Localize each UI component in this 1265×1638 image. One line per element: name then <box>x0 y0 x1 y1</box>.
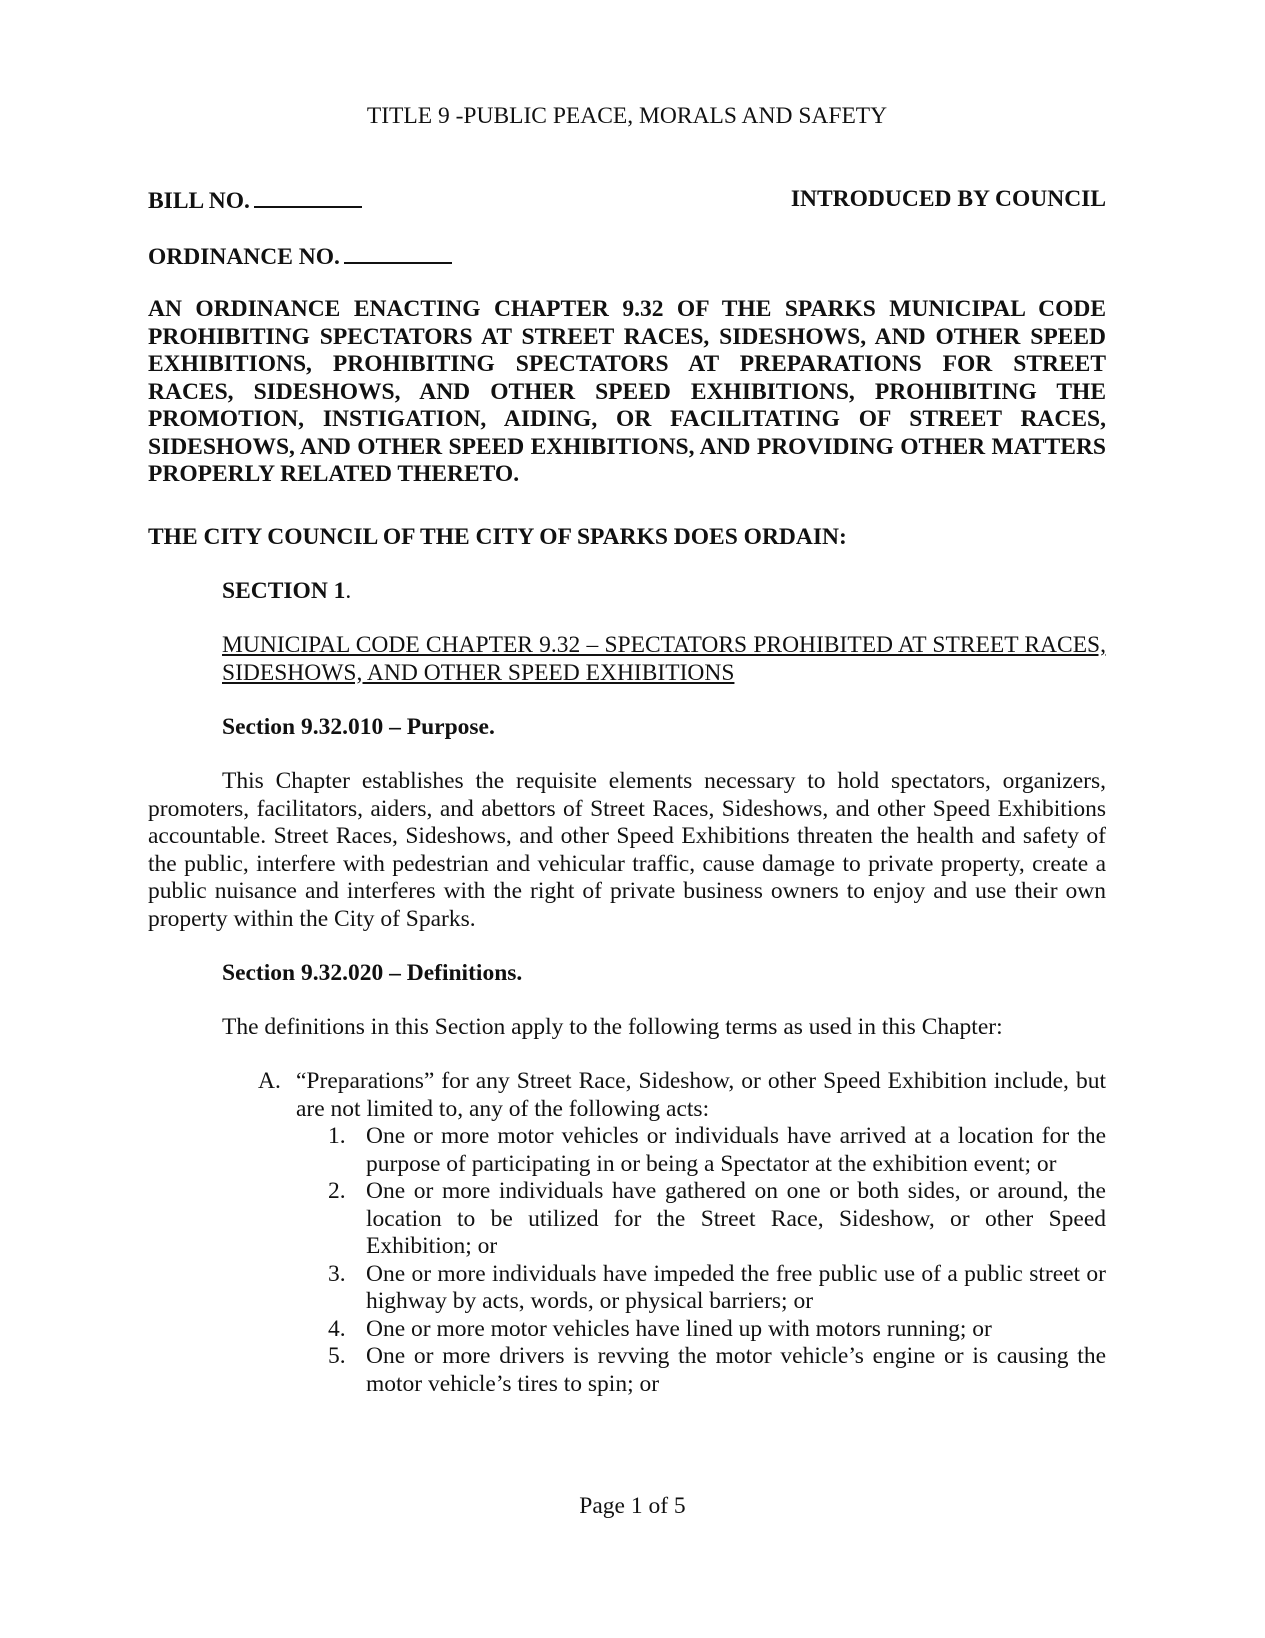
list-item-text: One or more motor vehicles or individuals have arrived at a location for the purpose of participating in or being a Spectator at the exhibition event; or <box>366 1123 1106 1177</box>
introduced-by: INTRODUCED BY COUNCIL <box>790 186 1106 212</box>
bill-label: BILL NO. <box>148 188 250 214</box>
list-item-text: One or more individuals have impeded the free public use of a public street or highway by acts, words, or physical barriers; or <box>366 1260 1106 1314</box>
list-item-text: One or more drivers is revving the motor vehicle’s engine or is causing the motor vehicle’s tires to spin; or <box>366 1343 1106 1397</box>
section-1-heading <box>222 578 351 606</box>
list-item-number: 4. <box>328 1315 346 1342</box>
list-item-number: 1. <box>328 1123 346 1149</box>
purpose-heading: Section 9.32.010 – Purpose. <box>222 714 495 740</box>
definition-a-marker: A. <box>258 1068 281 1094</box>
chapter-heading: MUNICIPAL CODE CHAPTER 9.32 – SPECTATORS PROHIBITED AT STREET RACES, SIDESHOWS, AND OTHER SPEED EXHIBITIONS <box>222 632 1106 686</box>
ordain-statement: THE CITY COUNCIL OF THE CITY OF SPARKS DOES ORDAIN: <box>148 524 847 550</box>
section-1-label: SECTION 1 <box>222 578 346 604</box>
definitions-heading: Section 9.32.020 – Definitions. <box>222 960 523 986</box>
definition-a-text: “Preparations” for any Street Race, Sideshow, or other Speed Exhibition include, but are not limited to, any of the following acts: <box>296 1068 1106 1122</box>
ordinance-title: AN ORDINANCE ENACTING CHAPTER 9.32 OF THE SPARKS MUNICIPAL CODE PROHIBITING SPECTATORS AT STREET RACES, SIDESHOWS, AND OTHER SPEED EXHIBITIONS, PROHIBITING SPECTATORS AT PREPARATIONS FOR STREET RACES, SIDESHOWS, AND OTHER SPEED EXHIBITIONS, PROHIBITING THE PROMOTION, INSTIGATION, AIDING, OR FACILITATING OF STREET RACES, SIDESHOWS, AND OTHER SPEED EXHIBITIONS, AND PROVIDING OTHER MATTERS PROPERLY RELATED THERETO. <box>148 296 1106 487</box>
preparations-list <box>328 1123 1106 1398</box>
list-item-text: One or more motor vehicles have lined up with motors running; or <box>366 1315 992 1342</box>
purpose-paragraph: This Chapter establishes the requisite elements necessary to hold spectators, organizers, promoters, facilitators, aiders, and abettors of Street Races, Sideshows, and other Speed Exhibitions accountable. Street Races, Sideshows, and other Speed Exhibitions threaten the health and safety of the public, interfere with pedestrian and vehicular traffic, cause damage to private property, create a public nuisance and interferes with the right of private business owners to enjoy and use their own property within the City of Sparks. <box>148 768 1106 932</box>
list-item-number: 2. <box>328 1178 346 1204</box>
list-item <box>328 1343 1106 1398</box>
list-item <box>328 1123 1106 1178</box>
bill-number-blank <box>254 186 362 208</box>
list-item-number: 5. <box>328 1343 346 1369</box>
list-item <box>328 1178 1106 1261</box>
title-heading: TITLE 9 -PUBLIC PEACE, MORALS AND SAFETY <box>366 103 888 129</box>
page-number-footer: Page 1 of 5 <box>579 1493 686 1519</box>
bill-number <box>148 186 362 216</box>
ordinance-number-blank <box>344 242 452 264</box>
list-item-text: One or more individuals have gathered on one or both sides, or around, the location to be utilized for the Street Race, Sideshow, or other Speed Exhibition; or <box>366 1178 1106 1259</box>
definitions-intro: The definitions in this Section apply to the following terms as used in this Chapter: <box>222 1014 1003 1040</box>
list-item-number: 3. <box>328 1260 346 1287</box>
definition-a <box>258 1068 1106 1123</box>
section-1-period: . <box>345 578 352 604</box>
bill-row <box>148 186 1106 216</box>
ordinance-number <box>148 242 452 272</box>
list-item <box>328 1316 1106 1344</box>
list-item <box>328 1261 1106 1316</box>
ordinance-label: ORDINANCE NO. <box>148 244 340 270</box>
